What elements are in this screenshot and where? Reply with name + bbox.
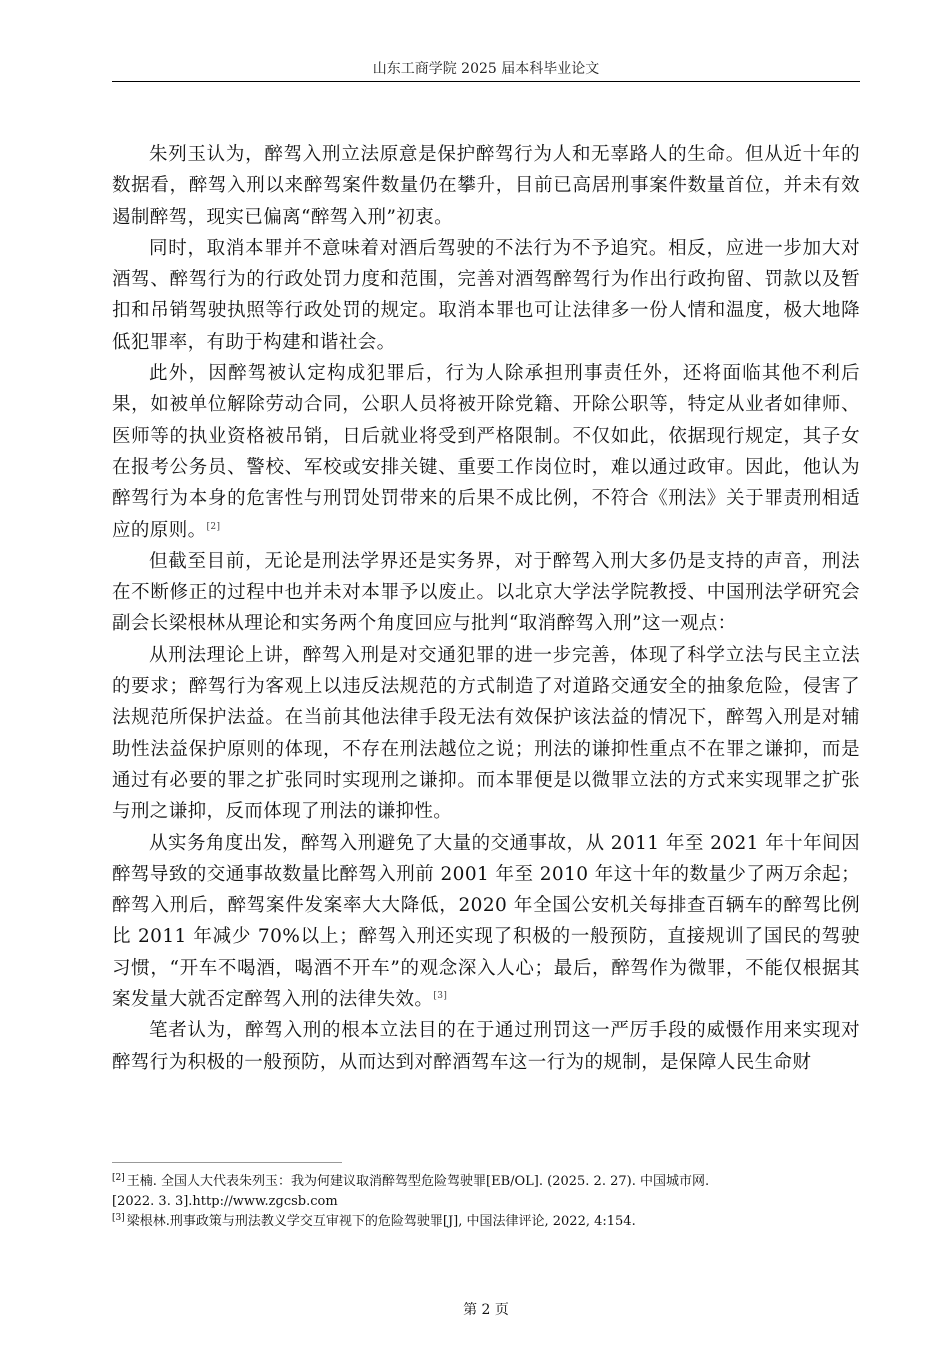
paragraph-2: 同时，取消本罪并不意味着对酒后驾驶的不法行为不予追究。相反，应进一步加大对酒驾、醉驾行为的行政处罚力度和范围，完善对酒驾醉驾行为作出行政拘留、罚款以及暂扣和吊销驾驶执照等行政处罚的规定。取消本罪也可让法律多一份人情和温度，极大地降低犯罪率，有助于构建和谐社会。	[112, 237, 860, 353]
citation-ref-3[interactable]: [3]	[433, 990, 448, 1001]
paragraph-7: 笔者认为，醉驾入刑的根本立法目的在于通过刑罚这一严厉手段的威慑作用来实现对醉驾行为积极的一般预防，从而达到对醉酒驾车这一行为的规制，是保障人民生命财	[112, 1020, 860, 1073]
footnote-mark: [2]	[112, 1172, 125, 1183]
footnote-3	[112, 1212, 752, 1232]
footnote-2	[112, 1172, 752, 1212]
paragraph-5: 从刑法理论上讲，醉驾入刑是对交通犯罪的进一步完善，体现了科学立法与民主立法的要求；醉驾行为客观上以违反法规范的方式制造了对道路交通安全的抽象危险，侵害了法规范所保护法益。在当前其他法律手段无法有效保护该法益的情况下，醉驾入刑是对辅助性法益保护原则的体现，不存在刑法越位之说；刑法的谦抑性重点不在罪之谦抑，而是通过有必要的罪之扩张同时实现刑之谦抑。而本罪便是以微罪立法的方式来实现罪之扩张与刑之谦抑，反而体现了刑法的谦抑性。	[112, 644, 860, 823]
footnotes	[112, 1172, 752, 1232]
footnote-text: 梁根林.刑事政策与刑法教义学交互审视下的危险驾驶罪[J], 中国法律评论, 2022, 4:154.	[126, 1214, 636, 1229]
paragraph-1: 朱列玉认为，醉驾入刑立法原意是保护醉驾行为人和无辜路人的生命。但从近十年的数据看，醉驾入刑以来醉驾案件数量仍在攀升，目前已高居刑事案件数量首位，并未有效遏制醉驾，现实已偏离“醉驾入刑”初衷。	[112, 144, 860, 228]
paragraph-6: 从实务角度出发，醉驾入刑避免了大量的交通事故，从 2011 年至 2021 年十年间因醉驾导致的交通事故数量比醉驾入刑前 2001 年至 2010 年这十年的数量少了两万余起；醉驾入刑后，醉驾案件发案率大大降低，2020 年全国公安机关每排查百辆车的醉驾比例比 2011 年减少 70%以上；醉驾入刑还实现了积极的一般预防，直接规训了国民的驾驶习惯，“开车不喝酒，喝酒不开车”的观念深入人心；最后，醉驾作为微罪，不能仅根据其案发量大就否定醉驾入刑的法律失效。[3]	[112, 832, 860, 1011]
body-text	[112, 139, 860, 1078]
footnote-rule	[112, 1162, 342, 1163]
footnote-text: 王楠. 全国人大代表朱列玉：我为何建议取消醉驾型危险驾驶罪[EB/OL]. (2025. 2. 27). 中国城市网. [2022. 3. 3].http://www.zgcsb.com	[112, 1174, 710, 1209]
running-header: 山东工商学院 2025 届本科毕业论文	[372, 61, 600, 77]
page-number: 第 2 页	[463, 1302, 509, 1318]
paragraph-3: 此外，因醉驾被认定构成犯罪后，行为人除承担刑事责任外，还将面临其他不利后果，如被单位解除劳动合同，公职人员将被开除党籍、开除公职等，特定从业者如律师、医师等的执业资格被吊销，日后就业将受到严格限制。不仅如此，依据现行规定，其子女在报考公务员、警校、军校或安排关键、重要工作岗位时，难以通过政审。因此，他认为醉驾行为本身的危害性与刑罚处罚带来的后果不成比例，不符合《刑法》关于罪责刑相适应的原则。[2]	[112, 363, 860, 541]
citation-ref-2[interactable]: [2]	[206, 521, 221, 532]
header-rule	[112, 81, 860, 82]
footnote-mark: [3]	[112, 1212, 125, 1223]
paragraph-4: 但截至目前，无论是刑法学界还是实务界，对于醉驾入刑大多仍是支持的声音，刑法在不断修正的过程中也并未对本罪予以废止。以北京大学法学院教授、中国刑法学研究会副会长梁根林从理论和实务两个角度回应与批判“取消醉驾入刑”这一观点：	[112, 550, 860, 635]
